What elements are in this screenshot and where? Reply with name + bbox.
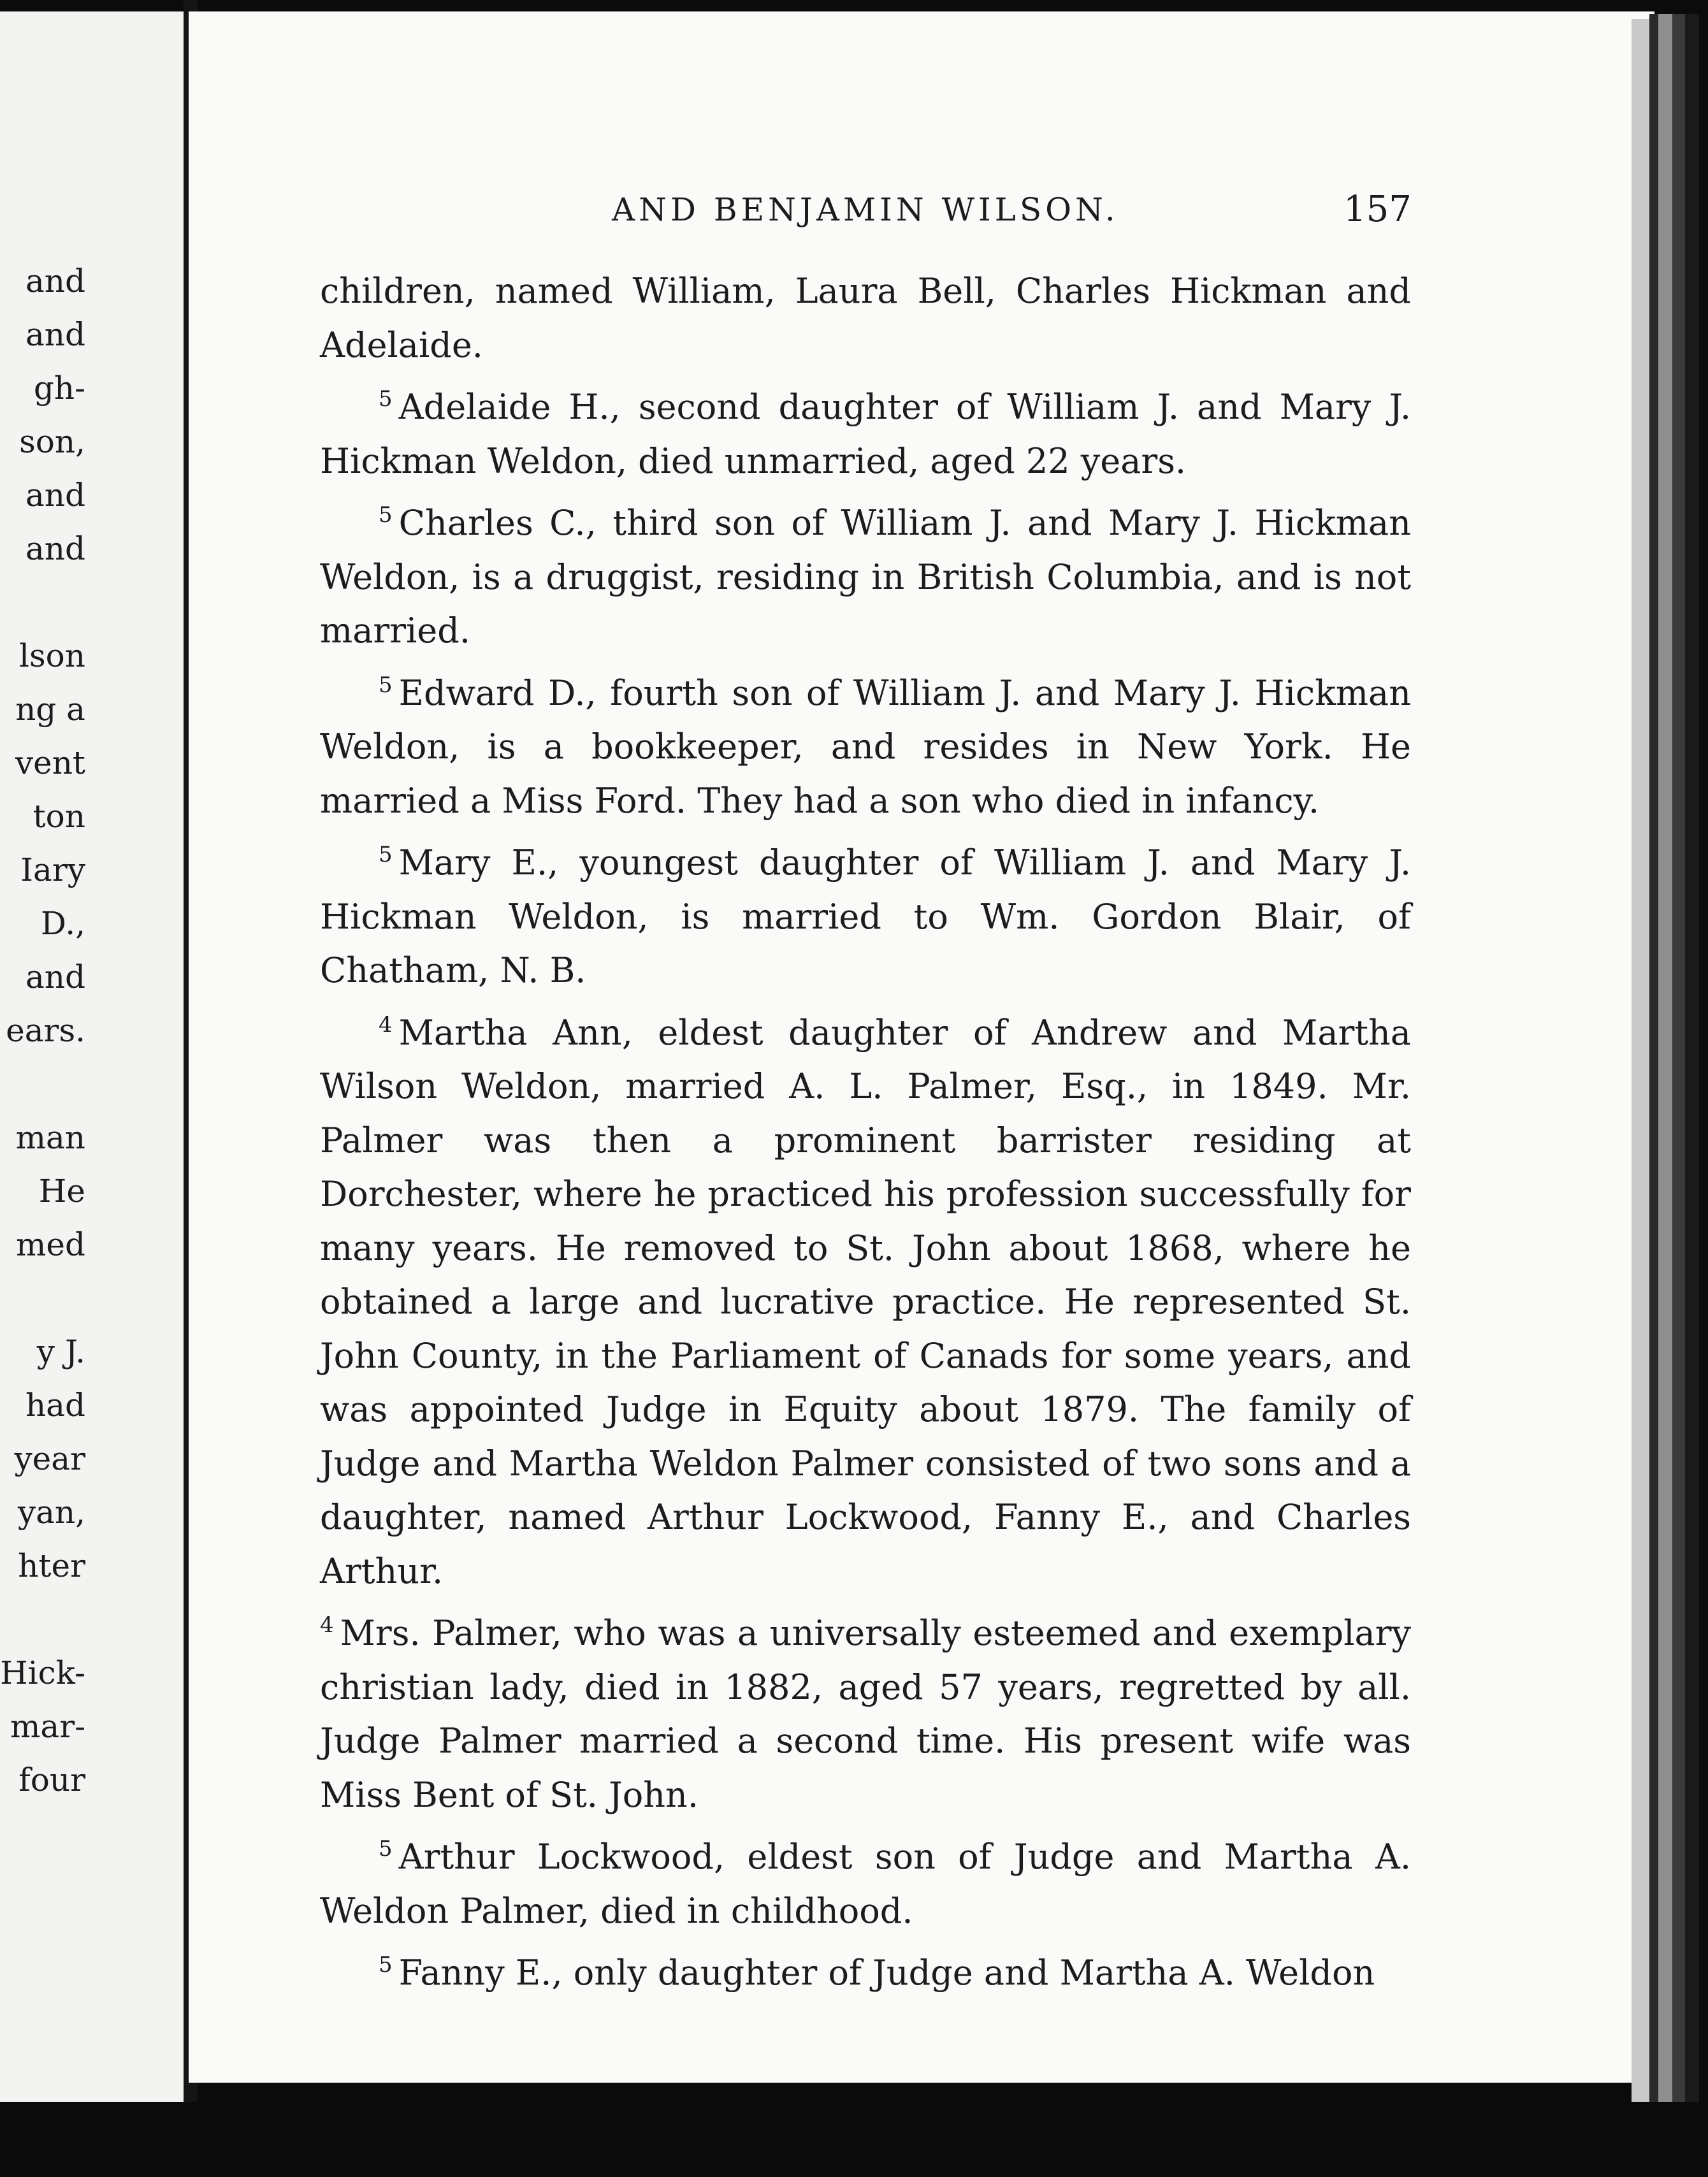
generation-number: 4 <box>379 1011 393 1038</box>
paragraph-text: Martha Ann, eldest daughter of Andrew and Martha Wilson Weldon, married A. L. Palmer, Esq., in 1849. Mr. Palmer was then a prominent barrister residing at Dorchester, where he practiced his profession successfully for many years. He removed to St. John about 1868, where he obtained a large and lucrative practice. He represented St. John County, in the Parliament of Canads for some years, and was appointed Judge in Equity about 1879. The family of Judge and Martha Weldon Palmer consisted of two sons and a daughter, named Arthur Lockwood, Fanny E., and Charles Arthur. <box>320 1012 1411 1591</box>
paragraph-text: Mrs. Palmer, who was a universally esteemed and exemplary christian lady, died in 1882, aged 57 years, regretted by all. Judge Palmer married a second time. His present wife was Miss Bent of St. John. <box>320 1613 1411 1815</box>
facing-line: mar- <box>10 1708 85 1745</box>
facing-line: med <box>15 1226 85 1263</box>
facing-line: D., <box>40 905 85 942</box>
paragraph <box>320 1938 1411 2000</box>
facing-line: ton <box>33 798 85 835</box>
facing-line: and <box>25 477 85 514</box>
facing-line: man <box>15 1119 85 1156</box>
paragraph-text: Charles C., third son of William J. and Mary J. Hickman Weldon, is a druggist, residing in British Columbia, and is not married. <box>320 503 1411 651</box>
facing-line: and <box>25 530 85 567</box>
paragraph <box>320 828 1411 998</box>
page-edge <box>1685 14 1699 2117</box>
generation-number: 5 <box>379 386 393 412</box>
body-text <box>320 264 1411 2000</box>
paragraph <box>320 1822 1411 1938</box>
paragraph-text: Arthur Lockwood, eldest son of Judge and Martha A. Weldon Palmer, died in childhood. <box>320 1837 1411 1931</box>
paragraph-text: Fanny E., only daughter of Judge and Martha A. Weldon <box>398 1953 1375 1993</box>
generation-number: 5 <box>379 842 393 867</box>
facing-line: vent <box>15 744 85 781</box>
paragraph-text: Adelaide H., second daughter of William J. and Mary J. Hickman Weldon, died unmarried, aged 22 years. <box>320 387 1411 481</box>
facing-line: y J. <box>36 1333 85 1370</box>
facing-line: four <box>18 1761 85 1798</box>
facing-page <box>0 11 184 2102</box>
facing-line: Hick- <box>0 1654 85 1691</box>
facing-line: year <box>14 1440 85 1477</box>
facing-line: He <box>38 1173 85 1210</box>
generation-number: 5 <box>379 502 393 528</box>
facing-line: and <box>25 263 85 300</box>
page-edge <box>1632 19 1649 2116</box>
facing-line: and <box>25 316 85 353</box>
paragraph <box>320 372 1411 488</box>
facing-line: Iary <box>20 851 85 888</box>
facing-line: ears. <box>6 1012 85 1049</box>
paragraph-text: Mary E., youngest daughter of William J. and Mary J. Hickman Weldon, is married to Wm. Gordon Blair, of Chatham, N. B. <box>320 843 1411 990</box>
paragraph <box>320 488 1411 658</box>
facing-line: had <box>25 1387 85 1424</box>
page-edge <box>1658 14 1672 2117</box>
paragraph <box>320 1598 1411 1822</box>
generation-number: 5 <box>379 672 393 698</box>
page-number: 157 <box>1343 189 1412 230</box>
page-edge <box>1672 14 1685 2117</box>
facing-line: ng a <box>15 691 85 728</box>
paragraph-text: Edward D., fourth son of William J. and Mary J. Hickman Weldon, is a bookkeeper, and resides in New York. He married a Miss Ford. They had a son who died in infancy. <box>320 672 1411 821</box>
paragraph <box>320 658 1411 828</box>
facing-line: lson <box>19 637 85 674</box>
paragraph-text: children, named William, Laura Bell, Charles Hickman and Adelaide. <box>320 271 1411 365</box>
scan-border <box>0 2102 1708 2177</box>
page-edge <box>1649 14 1658 2117</box>
facing-line: son, <box>19 423 85 460</box>
paragraph <box>320 998 1411 1599</box>
facing-line: gh- <box>33 370 85 407</box>
running-head: AND BENJAMIN WILSON. <box>612 191 1119 228</box>
generation-number: 5 <box>379 1836 393 1862</box>
facing-line: hter <box>18 1547 85 1584</box>
facing-line: yan, <box>17 1494 85 1531</box>
facing-line: and <box>25 958 85 995</box>
paragraph <box>320 264 1411 372</box>
generation-number: 5 <box>379 1952 393 1978</box>
generation-number: 4 <box>320 1612 334 1638</box>
